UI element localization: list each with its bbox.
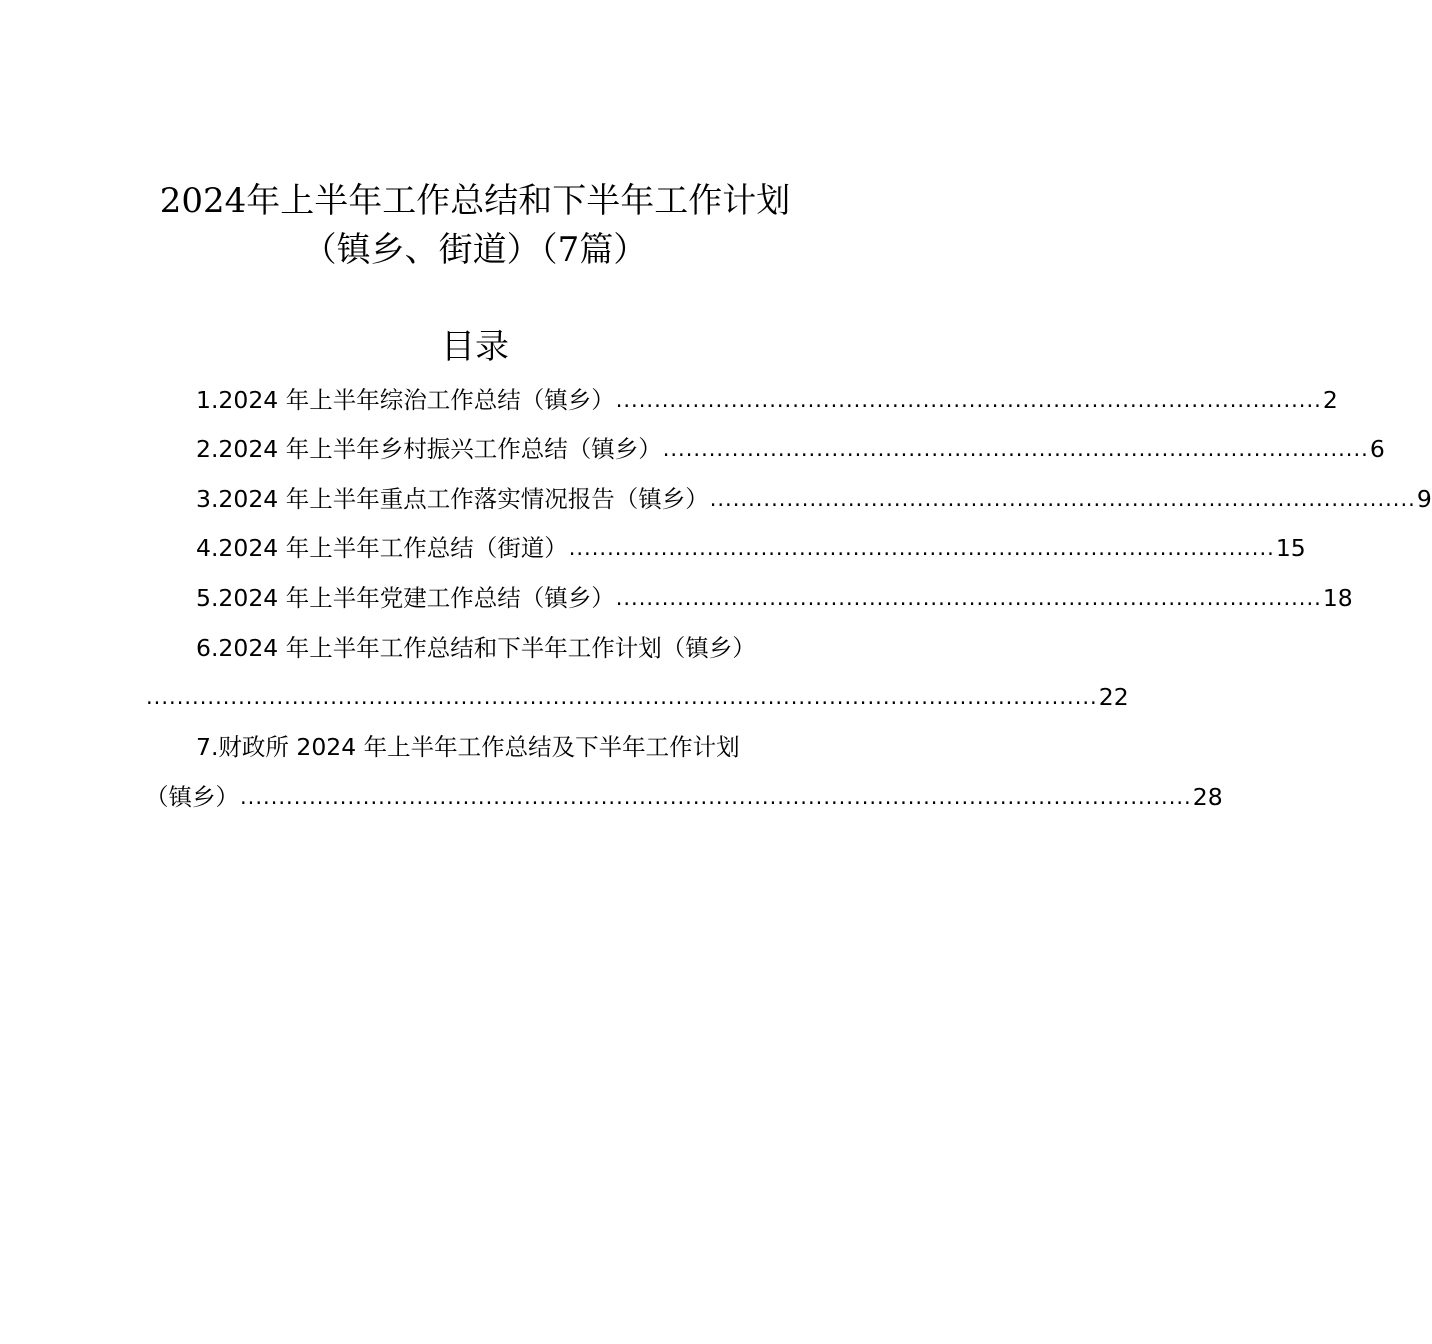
toc-leader-dots: ............................................................................................ [615, 586, 1322, 610]
title-count: 7 [557, 230, 580, 270]
toc-leader-dots: ............................................................................................................................ [240, 785, 1192, 809]
toc-entry-label: 7.财政所 2024 年上半年工作总结及下半年工作计划 [196, 733, 740, 761]
toc-entry-6-line-2[interactable] [145, 682, 1129, 712]
title-subtitle-a: （镇乡、街道）（ [302, 230, 558, 270]
toc-entry-4[interactable] [145, 533, 1306, 563]
title-subtitle-b: 篇） [579, 230, 648, 270]
toc-entry-page: 15 [1275, 534, 1306, 562]
toc-entry-label: 1.2024 年上半年综治工作总结（镇乡） [196, 386, 615, 414]
toc-entry-6-line-1[interactable] [145, 633, 805, 663]
toc-entry-2[interactable] [145, 434, 1385, 464]
toc-leader-dots: ............................................................................................ [615, 388, 1322, 412]
toc-entry-page: 2 [1322, 386, 1338, 414]
toc-entry-page: 22 [1098, 683, 1129, 711]
toc-entry-label: 2.2024 年上半年乡村振兴工作总结（镇乡） [196, 435, 662, 463]
toc-entry-label-cont: （镇乡） [145, 783, 239, 811]
title-text: 年上半年工作总结和下半年工作计划 [246, 181, 791, 221]
toc-leader-dots: ............................................................................................................................ [146, 685, 1098, 709]
toc-entry-page: 18 [1322, 584, 1353, 612]
toc-entry-page: 9 [1416, 485, 1432, 513]
toc-entry-7-line-2[interactable] [145, 782, 1223, 812]
toc-entry-label: 4.2024 年上半年工作总结（街道） [196, 534, 568, 562]
toc-entry-label: 5.2024 年上半年党建工作总结（镇乡） [196, 584, 615, 612]
toc-entry-label: 6.2024 年上半年工作总结和下半年工作计划（镇乡） [196, 634, 756, 662]
toc-entry-page: 28 [1192, 783, 1223, 811]
toc-entry-5[interactable] [145, 583, 1353, 613]
toc-leader-dots: ............................................................................................ [568, 536, 1275, 560]
toc-leader-dots: ............................................................................................ [662, 437, 1369, 461]
toc-entry-page: 6 [1369, 435, 1385, 463]
document-title-line-1 [0, 181, 950, 221]
toc-leader-dots: ............................................................................................ [709, 487, 1416, 511]
title-year: 2024 [159, 181, 247, 221]
toc-entry-1[interactable] [145, 385, 1338, 415]
toc-entry-7-line-1[interactable] [145, 732, 805, 762]
toc-entry-label: 3.2024 年上半年重点工作落实情况报告（镇乡） [196, 485, 709, 513]
document-title-line-2 [0, 230, 950, 270]
toc-heading: 目录 [441, 327, 509, 367]
toc-entry-3[interactable] [145, 484, 1432, 514]
